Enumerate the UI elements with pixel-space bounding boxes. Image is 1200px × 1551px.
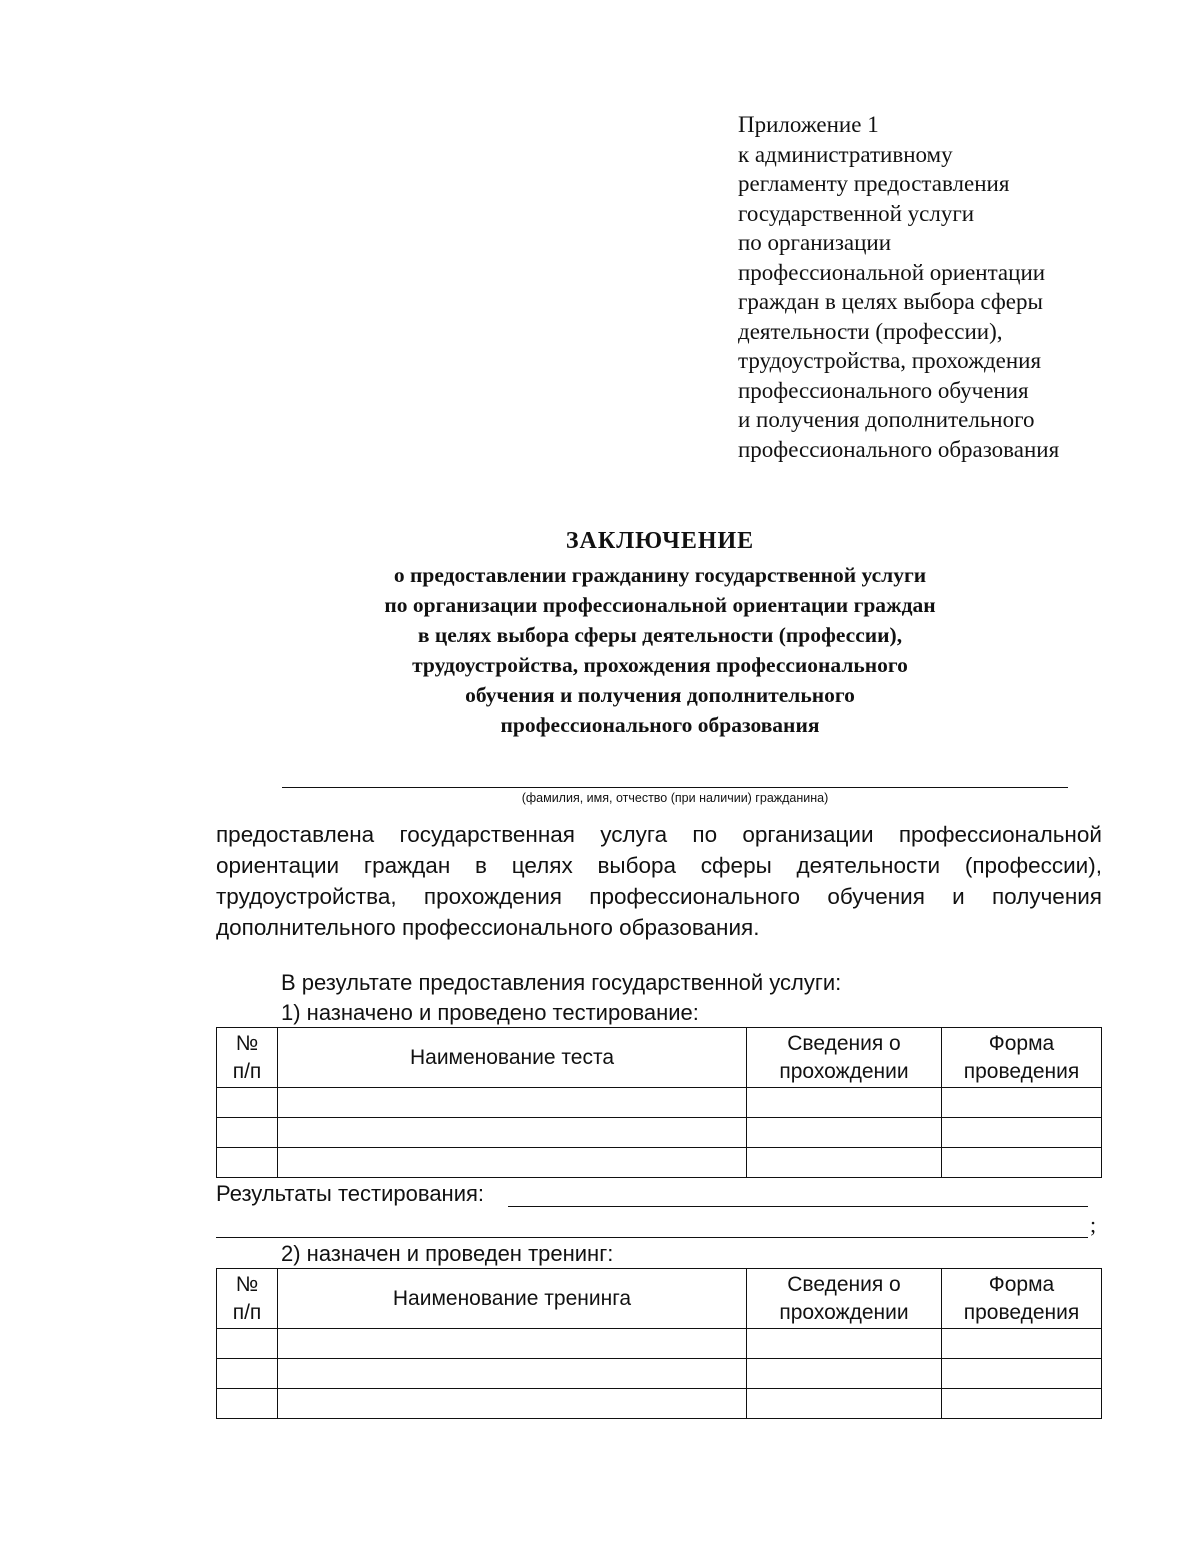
paragraph-word: целях <box>511 853 573 878</box>
header-form <box>942 1028 1102 1088</box>
table-cell[interactable] <box>217 1359 278 1389</box>
appendix-line: и получения дополнительного <box>738 407 1035 432</box>
header-info-line: прохождении <box>779 1059 909 1083</box>
title-line: профессионального образования <box>500 713 820 737</box>
paragraph-word: трудоустройства, <box>216 884 397 909</box>
results-terminator: ; <box>1090 1212 1097 1237</box>
table-cell[interactable] <box>747 1088 942 1118</box>
appendix-line: деятельности (профессии), <box>738 318 1003 344</box>
results-intro: В результате предоставления государственной услуги: <box>281 970 842 995</box>
paragraph-word: сферы <box>700 853 772 878</box>
table-cell[interactable] <box>217 1329 278 1359</box>
appendix-line: профессионального образования <box>738 436 1060 462</box>
paragraph-word: обучения <box>827 884 925 909</box>
title-line: трудоустройства, прохождения профессионального <box>412 653 908 677</box>
paragraph-word: прохождения <box>423 884 562 909</box>
citizen-name-field[interactable] <box>282 787 1068 788</box>
table-header-row <box>217 1028 1102 1088</box>
paragraph-word: по <box>692 822 718 847</box>
paragraph-line <box>216 881 1102 912</box>
paragraph-word: получения <box>992 884 1102 909</box>
table-cell[interactable] <box>278 1389 747 1419</box>
table-cell[interactable] <box>747 1148 942 1178</box>
appendix-line: по организации <box>738 230 892 255</box>
table-row <box>217 1389 1102 1419</box>
appendix-line: профессионального обучения <box>738 377 1029 403</box>
paragraph-word: деятельности <box>796 853 941 878</box>
table-cell[interactable] <box>942 1389 1102 1419</box>
header-form-line: Форма <box>988 1272 1055 1296</box>
appendix-line: государственной услуги <box>738 200 975 226</box>
appendix-line: профессиональной ориентации <box>738 259 1046 285</box>
table-row <box>217 1329 1102 1359</box>
paragraph-word: услуга <box>600 822 668 847</box>
paragraph-word: в <box>475 853 487 878</box>
header-form <box>942 1269 1102 1329</box>
header-info <box>747 1028 942 1088</box>
paragraph-word: профессионального <box>589 884 801 909</box>
training-table <box>216 1268 1102 1419</box>
table-cell[interactable] <box>278 1118 747 1148</box>
table-cell[interactable] <box>278 1088 747 1118</box>
table-row <box>217 1148 1102 1178</box>
paragraph-line <box>216 850 1102 881</box>
paragraph-line: дополнительного профессионального образования. <box>216 915 760 940</box>
table-cell[interactable] <box>747 1118 942 1148</box>
table-cell[interactable] <box>747 1329 942 1359</box>
table-cell[interactable] <box>217 1118 278 1148</box>
header-num-line: п/п <box>232 1059 262 1083</box>
header-info-line: прохождении <box>779 1300 909 1324</box>
header-training-name: Наименование тренинга <box>278 1269 747 1329</box>
service-paragraph <box>216 819 1102 943</box>
testing-label: 1) назначено и проведено тестирование: <box>281 1000 699 1025</box>
table-cell[interactable] <box>217 1148 278 1178</box>
table-cell[interactable] <box>278 1329 747 1359</box>
table-cell[interactable] <box>747 1389 942 1419</box>
appendix-line: граждан в целях выбора сферы <box>738 289 1043 314</box>
table-cell[interactable] <box>942 1329 1102 1359</box>
table-cell[interactable] <box>942 1148 1102 1178</box>
training-label: 2) назначен и проведен тренинг: <box>281 1241 614 1266</box>
table-cell[interactable] <box>278 1148 747 1178</box>
table-cell[interactable] <box>747 1359 942 1389</box>
table-header-row <box>217 1269 1102 1329</box>
header-info-line: Сведения о <box>787 1272 901 1296</box>
title-line: в целях выбора сферы деятельности (профессии), <box>417 623 903 647</box>
paragraph-word: профессиональной <box>898 822 1102 847</box>
header-test-name: Наименование теста <box>278 1028 747 1088</box>
table-cell[interactable] <box>278 1359 747 1389</box>
paragraph-word: (профессии), <box>964 853 1102 878</box>
paragraph-line <box>216 819 1102 850</box>
appendix-line: трудоустройства, прохождения <box>738 348 1042 373</box>
title-line: обучения и получения дополнительного <box>465 683 855 707</box>
testing-results-label: Результаты тестирования: <box>216 1181 485 1206</box>
header-num-line: № <box>235 1272 259 1296</box>
table-row <box>217 1118 1102 1148</box>
paragraph-word: организации <box>742 822 874 847</box>
header-num <box>217 1269 278 1329</box>
paragraph-word: и <box>952 884 965 909</box>
header-form-line: проведения <box>963 1300 1080 1324</box>
appendix-line: регламенту предоставления <box>738 171 1010 196</box>
paragraph-word: предоставлена <box>216 822 375 847</box>
testing-results-field-continued[interactable] <box>216 1237 1088 1238</box>
header-num-line: № <box>235 1031 259 1055</box>
title-main: ЗАКЛЮЧЕНИЕ <box>565 528 755 554</box>
header-info <box>747 1269 942 1329</box>
testing-table <box>216 1027 1102 1178</box>
table-cell[interactable] <box>217 1389 278 1419</box>
testing-results-field[interactable] <box>508 1206 1088 1207</box>
paragraph-word: граждан <box>363 853 451 878</box>
paragraph-word: государственная <box>399 822 575 847</box>
table-row <box>217 1359 1102 1389</box>
title-line: о предоставлении гражданину государственной услуги <box>393 563 927 587</box>
table-cell[interactable] <box>217 1088 278 1118</box>
header-form-line: Форма <box>988 1031 1055 1055</box>
table-cell[interactable] <box>942 1118 1102 1148</box>
table-cell[interactable] <box>942 1359 1102 1389</box>
header-num-line: п/п <box>232 1300 262 1324</box>
document-title <box>150 526 1170 740</box>
header-info-line: Сведения о <box>787 1031 901 1055</box>
appendix-line: Приложение 1 <box>738 112 879 137</box>
table-cell[interactable] <box>942 1088 1102 1118</box>
appendix-header <box>738 110 1178 464</box>
paragraph-word: ориентации <box>216 853 340 878</box>
table-row <box>217 1088 1102 1118</box>
appendix-line: к административному <box>738 141 953 167</box>
header-form-line: проведения <box>963 1059 1080 1083</box>
title-line: по организации профессиональной ориентации граждан <box>384 593 936 617</box>
header-num <box>217 1028 278 1088</box>
citizen-name-caption: (фамилия, имя, отчество (при наличии) гражданина) <box>521 791 829 805</box>
paragraph-word: выбора <box>597 853 677 878</box>
